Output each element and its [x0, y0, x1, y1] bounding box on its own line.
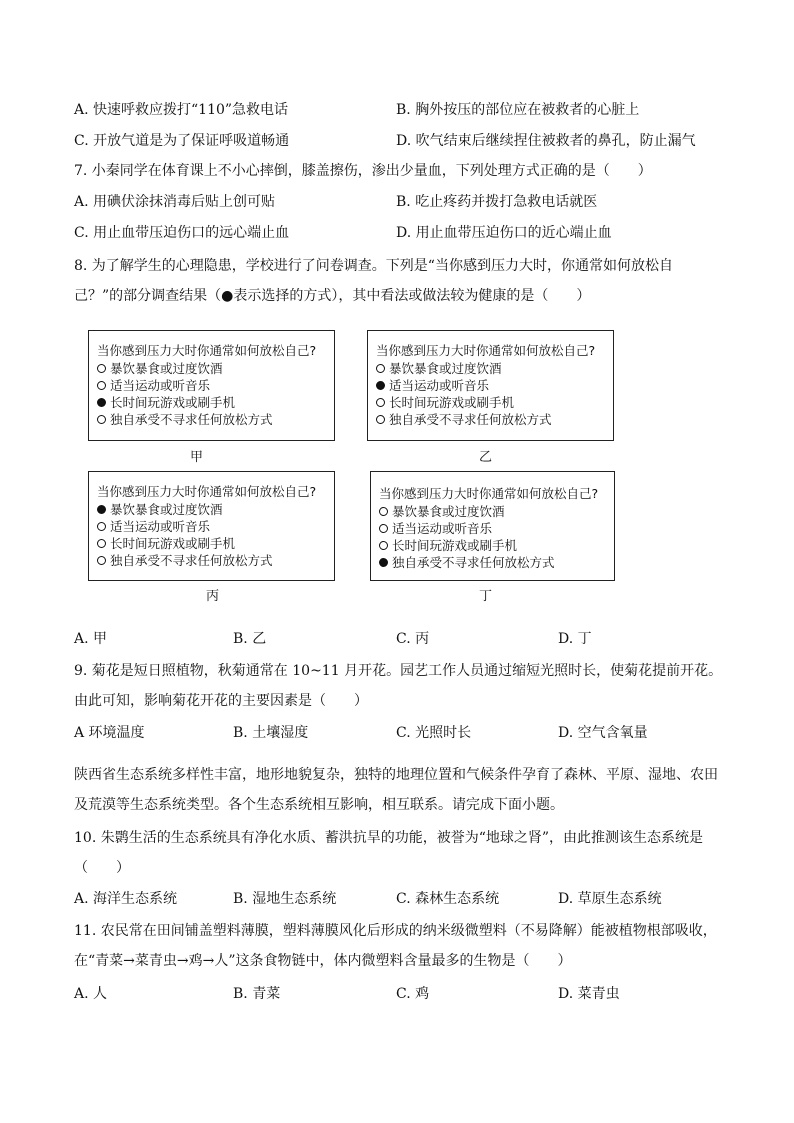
survey-option-label: 适当运动或听音乐 [389, 378, 490, 393]
survey-option-label: 适当运动或听音乐 [110, 519, 211, 534]
radio-empty-icon [376, 398, 385, 407]
radio-empty-icon [97, 539, 106, 548]
survey-card-bing [88, 471, 335, 581]
radio-empty-icon [97, 364, 106, 373]
survey-option-label: 长时间玩游戏或刷手机 [110, 536, 236, 551]
radio-empty-icon [97, 381, 106, 390]
q9-option-a: A 环境温度 [74, 725, 145, 741]
q9-stem-line-2: 由此可知，影响菊花开花的主要因素是（ ） [74, 693, 368, 709]
survey-card-jia [88, 330, 335, 441]
q8-option-b: B. 乙 [233, 631, 267, 647]
survey-option [379, 554, 614, 571]
q8-stem-line-1: 8. 为了解学生的心理隐患，学校进行了问卷调查。下列是“当你感到压力大时，你通常如何放松自 [74, 258, 673, 274]
radio-empty-icon [97, 522, 106, 531]
q10-option-b: B. 湿地生态系统 [233, 891, 337, 907]
radio-filled-icon [379, 558, 388, 567]
survey-card-ding [370, 471, 615, 581]
survey-option [97, 394, 334, 411]
q11-option-d: D. 菜青虫 [558, 986, 620, 1002]
q9-option-c: C. 光照时长 [396, 725, 472, 741]
survey-caption-ding: 丁 [479, 589, 493, 604]
q7-option-a: A. 用碘伏涂抹消毒后贴上创可贴 [74, 194, 276, 210]
q11-option-c: C. 鸡 [396, 986, 430, 1002]
survey-question: 当你感到压力大时你通常如何放松自己? [379, 486, 599, 501]
survey-option-label: 长时间玩游戏或刷手机 [110, 395, 236, 410]
q7-option-c: C. 用止血带压迫伤口的远心端止血 [74, 225, 290, 241]
radio-filled-icon [376, 381, 385, 390]
survey-card-yi [367, 330, 614, 441]
q9-stem-line-1: 9. 菊花是短日照植物，秋菊通常在 10~11 月开花。园艺工作人员通过缩短光照时长，使菊花提前开花。 [74, 663, 723, 679]
radio-empty-icon [97, 556, 106, 565]
q8-option-a: A. 甲 [74, 631, 108, 647]
survey-caption-jia: 甲 [190, 450, 204, 465]
survey-option-label: 独自承受不寻求任何放松方式 [110, 553, 273, 568]
radio-filled-icon [97, 505, 106, 514]
survey-option-label: 暴饮暴食或过度饮酒 [392, 504, 505, 519]
q6-option-c: C. 开放气道是为了保证呼吸道畅通 [74, 133, 290, 149]
survey-option [376, 360, 613, 377]
survey-option [97, 501, 334, 518]
q11-stem-line-1: 11. 农民常在田间铺盖塑料薄膜，塑料薄膜风化后形成的纳米级微塑料（不易降解）能被植物根部吸收， [74, 923, 717, 939]
radio-empty-icon [379, 524, 388, 533]
q7-option-d: D. 用止血带压迫伤口的近心端止血 [396, 225, 612, 241]
q11-option-a: A. 人 [74, 986, 108, 1002]
survey-option-label: 暴饮暴食或过度饮酒 [389, 361, 502, 376]
survey-option-label: 独自承受不寻求任何放松方式 [392, 555, 555, 570]
passage-line-2: 及荒漠等生态系统类型。各个生态系统相互影响，相互联系。请完成下面小题。 [74, 797, 564, 813]
q10-option-a: A. 海洋生态系统 [74, 891, 178, 907]
q6-option-b: B. 胸外按压的部位应在被救者的心脏上 [396, 102, 640, 118]
radio-empty-icon [379, 541, 388, 550]
survey-option [376, 411, 613, 428]
survey-option-label: 适当运动或听音乐 [110, 378, 211, 393]
survey-option-label: 长时间玩游戏或刷手机 [389, 395, 515, 410]
survey-question: 当你感到压力大时你通常如何放松自己? [97, 343, 317, 358]
survey-option [379, 537, 614, 554]
q11-stem-line-2: 在“青菜→菜青虫→鸡→人”这条食物链中，体内微塑料含量最多的生物是（ ） [74, 953, 572, 969]
survey-caption-yi: 乙 [479, 450, 493, 465]
q8-option-d: D. 丁 [558, 631, 592, 647]
survey-option [379, 503, 614, 520]
radio-empty-icon [379, 507, 388, 516]
survey-option-label: 暴饮暴食或过度饮酒 [110, 502, 223, 517]
survey-option-label: 暴饮暴食或过度饮酒 [110, 361, 223, 376]
q10-option-c: C. 森林生态系统 [396, 891, 500, 907]
survey-question: 当你感到压力大时你通常如何放松自己? [376, 343, 596, 358]
survey-option-label: 独自承受不寻求任何放松方式 [389, 412, 552, 427]
passage-line-1: 陕西省生态系统多样性丰富，地形地貌复杂，独特的地理位置和气候条件孕育了森林、平原、湿地、农田 [74, 767, 718, 783]
survey-option-label: 长时间玩游戏或刷手机 [392, 538, 518, 553]
survey-option [97, 360, 334, 377]
survey-option-label: 独自承受不寻求任何放松方式 [110, 412, 273, 427]
q11-option-b: B. 青菜 [233, 986, 281, 1002]
survey-option [97, 411, 334, 428]
q10-stem-line-1: 10. 朱鹮生活的生态系统具有净化水质、蓄洪抗旱的功能，被誉为“地球之肾”，由此推测该生态系统是 [74, 830, 704, 846]
survey-option [376, 394, 613, 411]
survey-question: 当你感到压力大时你通常如何放松自己? [97, 484, 317, 499]
survey-caption-bing: 丙 [206, 589, 220, 604]
survey-option [97, 552, 334, 569]
q8-option-c: C. 丙 [396, 631, 430, 647]
survey-option [376, 377, 613, 394]
radio-empty-icon [97, 415, 106, 424]
radio-empty-icon [376, 415, 385, 424]
q6-option-a: A. 快速呼救应拨打“110”急救电话 [74, 102, 289, 118]
survey-option [97, 518, 334, 535]
q9-option-b: B. 土壤湿度 [233, 725, 309, 741]
q7-option-b: B. 吃止疼药并拨打急救电话就医 [396, 194, 598, 210]
q8-stem-line-2: 己？”的部分调查结果（●表示选择的方式），其中看法或做法较为健康的是（ ） [74, 288, 591, 304]
survey-option [379, 520, 614, 537]
q6-option-d: D. 吹气结束后继续捏住被救者的鼻孔，防止漏气 [396, 133, 696, 149]
radio-empty-icon [376, 364, 385, 373]
survey-option [97, 377, 334, 394]
radio-filled-icon [97, 398, 106, 407]
q7-stem: 7. 小秦同学在体育课上不小心摔倒，膝盖擦伤，渗出少量血，下列处理方式正确的是（ ） [74, 163, 652, 179]
q9-option-d: D. 空气含氧量 [558, 725, 648, 741]
q10-stem-line-2: （ ） [74, 860, 130, 876]
survey-option-label: 适当运动或听音乐 [392, 521, 493, 536]
survey-option [97, 535, 334, 552]
q10-option-d: D. 草原生态系统 [558, 891, 662, 907]
